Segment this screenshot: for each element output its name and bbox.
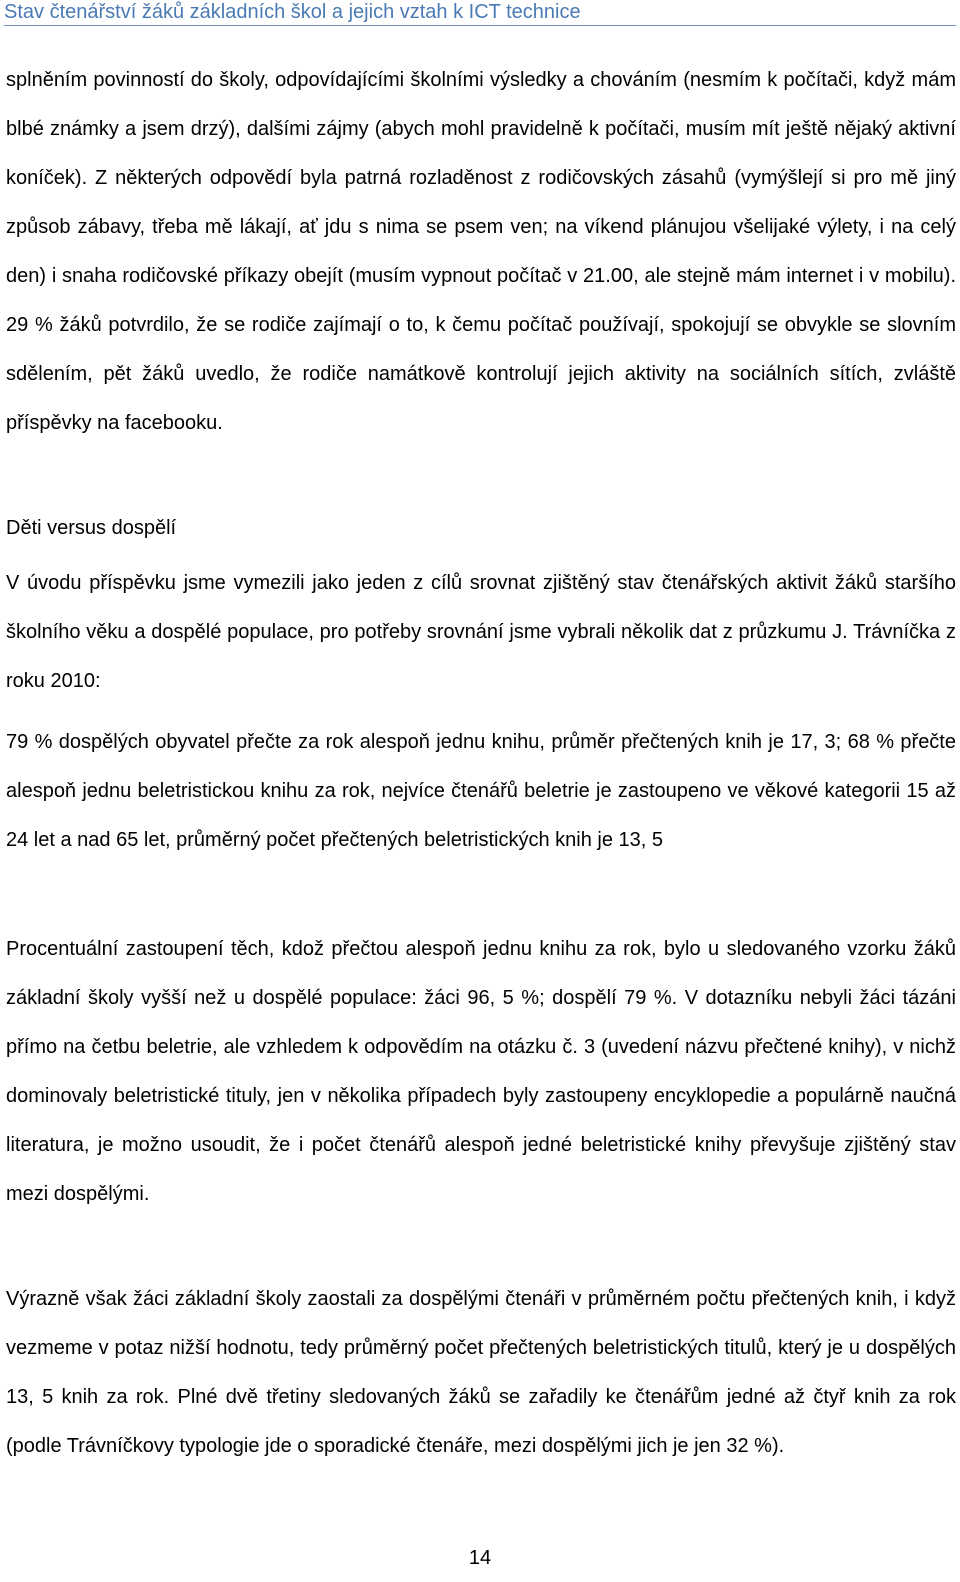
paragraph-parental-control: splněním povinností do školy, odpovídajícími školními výsledky a chováním (nesmím k počítači, když mám blbé známky a jsem drzý), dalšími zájmy (abych mohl pravidelně k počítači, musím mít ještě nějaký aktivní koníček). Z některých odpovědí byla patrná rozladěnost z rodičovských zásahů (vymýšlejí si pro mě jiný způsob zábavy, třeba mě lákají, ať jdu s nima se psem ven; na víkend plánujou všelijaké výlety, i na celý den) i snaha rodičovské příkazy obejít (musím vypnout počítač v 21.00, ale stejně mám internet i v mobilu). 29 % žáků potvrdilo, že se rodiče zajímají o to, k čemu počítač používají, spokojují se obvykle se slovním sdělením, pět žáků uvedlo, že rodiče namátkově kontrolují jejich aktivity na sociálních sítích, zvláště příspěvky na facebooku.: [6, 69, 956, 434]
page-number: 14: [468, 1547, 492, 1569]
paragraph-percentage-comparison: Procentuální zastoupení těch, kdož přečtou alespoň jednu knihu za rok, bylo u sledovaného vzorku žáků základní školy vyšší než u dospělé populace: žáci 96, 5 %; dospělí 79 %. V dotazníku nebyli žáci tázáni přímo na četbu beletrie, ale vzhledem k odpovědím na otázku č. 3 (uvedení názvu přečtené knihy), v nichž dominovaly beletristické tituly, jen v několika případech byly zastoupeny encyklopedie a populárně naučná literatura, je možno usoudit, že i počet čtenářů alespoň jedné beletristické knihy převyšuje zjištěný stav mezi dospělými.: [6, 938, 956, 1205]
paragraph-average-books: Výrazně však žáci základní školy zaostali za dospělými čtenáři v průměrném počtu přečtených knih, i když vezmeme v potaz nižší hodnotu, tedy průměrný počet přečtených beletristických titulů, který je u dospělých 13, 5 knih za rok. Plné dvě třetiny sledovaných žáků se zařadily ke čtenářům jedné až čtyř knih za rok (podle Trávníčkovy typologie jde o sporadické čtenáře, mezi dospělými jich je jen 32 %).: [6, 1288, 956, 1457]
paragraph-adult-statistics: 79 % dospělých obyvatel přečte za rok alespoň jednu knihu, průměr přečtených knih je 17, 3; 68 % přečte alespoň jednu beletristickou knihu za rok, nejvíce čtenářů beletrie je zastoupeno ve věkové kategorii 15 až 24 let a nad 65 let, průměrný počet přečtených beletristických knih je 13, 5: [6, 731, 956, 851]
paragraph-introduction: V úvodu příspěvku jsme vymezili jako jeden z cílů srovnat zjištěný stav čtenářských aktivit žáků staršího školního věku a dospělé populace, pro potřeby srovnání jsme vybrali několik dat z průzkumu J. Trávníčka z roku 2010:: [6, 572, 956, 692]
running-header: Stav čtenářství žáků základních škol a jejich vztah k ICT technice: [4, 1, 581, 23]
section-heading-children-vs-adults: Děti versus dospělí: [6, 517, 177, 539]
header-rule: [4, 25, 956, 26]
